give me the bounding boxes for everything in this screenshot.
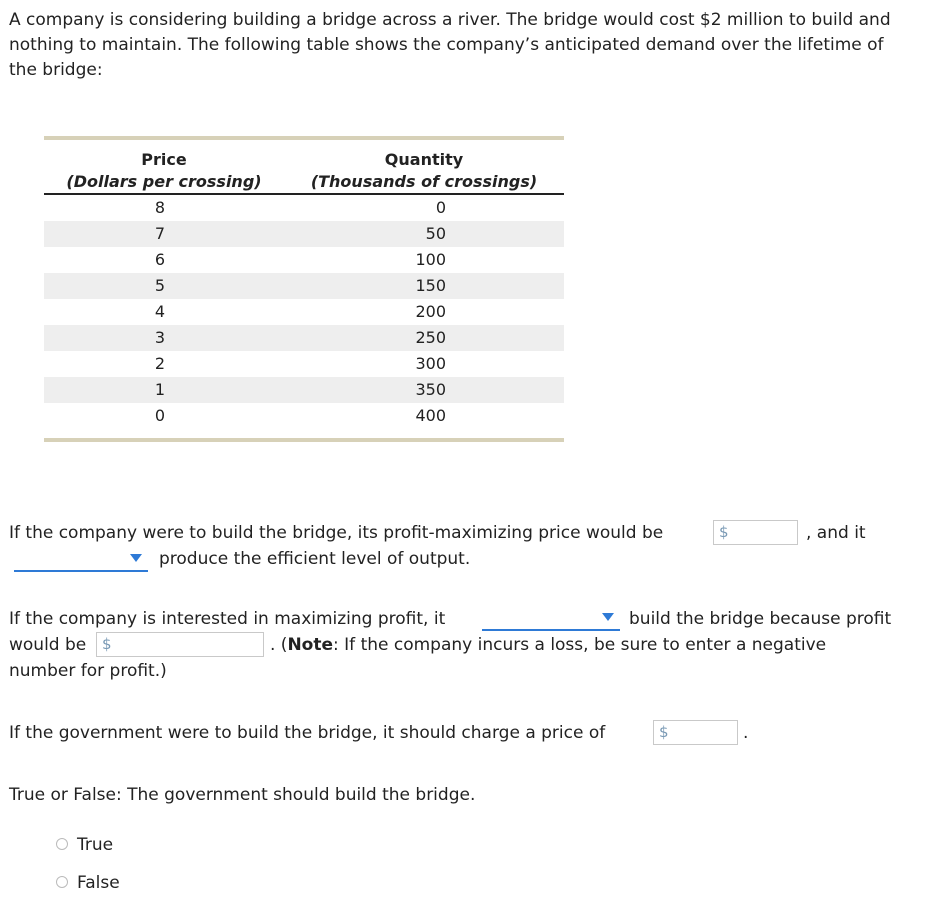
- chevron-down-icon: [130, 554, 142, 562]
- q3-text-a: If the government were to build the bridge, it should charge a price of: [9, 723, 606, 743]
- radio-circle-icon[interactable]: [56, 838, 68, 850]
- table-row: [44, 351, 564, 377]
- quantity-cell: 0: [435, 198, 446, 217]
- quantity-cell: 300: [415, 354, 446, 373]
- q1-text-c: produce the efficient level of output.: [159, 549, 471, 569]
- quantity-cell: 250: [284, 325, 564, 351]
- quantity-cell: 350: [284, 377, 564, 403]
- build-decision-dropdown[interactable]: [482, 609, 620, 631]
- table-row: [44, 247, 564, 273]
- q1-text-b: , and it: [806, 523, 866, 543]
- quantity-cell: 400: [415, 406, 446, 425]
- q2-text-c: would be: [9, 635, 87, 655]
- q2-text-e: number for profit.): [9, 661, 167, 681]
- q2-note: . (Note: If the company incurs a loss, be sure to enter a negative: [270, 635, 827, 655]
- quantity-cell: 100: [415, 250, 446, 269]
- table-row: [44, 194, 564, 221]
- false-option[interactable]: False: [56, 871, 120, 895]
- quantity-cell: 50: [284, 221, 564, 247]
- efficient-output-dropdown[interactable]: [14, 550, 148, 572]
- dollar-sign: $: [102, 635, 112, 653]
- price-cell: 2: [154, 354, 166, 373]
- note-label: Note: [287, 635, 334, 655]
- profit-max-price-field[interactable]: [729, 523, 788, 542]
- government-price-input[interactable]: [653, 720, 738, 745]
- q3-text-b: .: [743, 723, 749, 743]
- intro-text: A company is considering building a bridge across a river. The bridge would cost $2 million to build and nothing to maintain. The following table shows the company’s anticipated demand over the lifetime of the bridge:: [9, 10, 891, 80]
- q4-text: True or False: The government should build the bridge.: [9, 785, 476, 805]
- price-cell: 0: [154, 406, 166, 425]
- dollar-sign: $: [659, 723, 669, 741]
- table-row: [44, 299, 564, 325]
- price-cell: 7: [44, 221, 284, 247]
- quantity-column-unit: (Thousands of crossings): [284, 171, 564, 194]
- table-row: [44, 377, 564, 403]
- profit-max-price-input[interactable]: [713, 520, 798, 545]
- quantity-cell: 200: [415, 302, 446, 321]
- price-cell: 3: [44, 325, 284, 351]
- table-row: [44, 221, 564, 247]
- quantity-column-header: Quantity: [384, 150, 464, 169]
- price-column-unit: (Dollars per crossing): [44, 171, 284, 194]
- q2-text-a: If the company is interested in maximizing profit, it: [9, 609, 446, 629]
- price-cell: 1: [44, 377, 284, 403]
- radio-circle-icon[interactable]: [56, 876, 68, 888]
- q1-text-a: If the company were to build the bridge, its profit-maximizing price would be: [9, 523, 664, 543]
- table-row: [44, 325, 564, 351]
- price-cell: 8: [154, 198, 166, 217]
- q2-text-b: build the bridge because profit: [629, 609, 892, 629]
- demand-table: [44, 136, 564, 442]
- table-row: [44, 273, 564, 299]
- dollar-sign: $: [719, 523, 729, 541]
- quantity-cell: 150: [284, 273, 564, 299]
- true-option[interactable]: True: [56, 833, 113, 857]
- government-price-field[interactable]: [669, 723, 728, 742]
- price-cell: 4: [154, 302, 166, 321]
- price-cell: 5: [44, 273, 284, 299]
- chevron-down-icon: [602, 613, 614, 621]
- profit-field[interactable]: [112, 635, 229, 654]
- price-cell: 6: [154, 250, 166, 269]
- profit-input[interactable]: [96, 632, 264, 657]
- table-row: [44, 403, 564, 429]
- price-column-header: Price: [141, 150, 187, 169]
